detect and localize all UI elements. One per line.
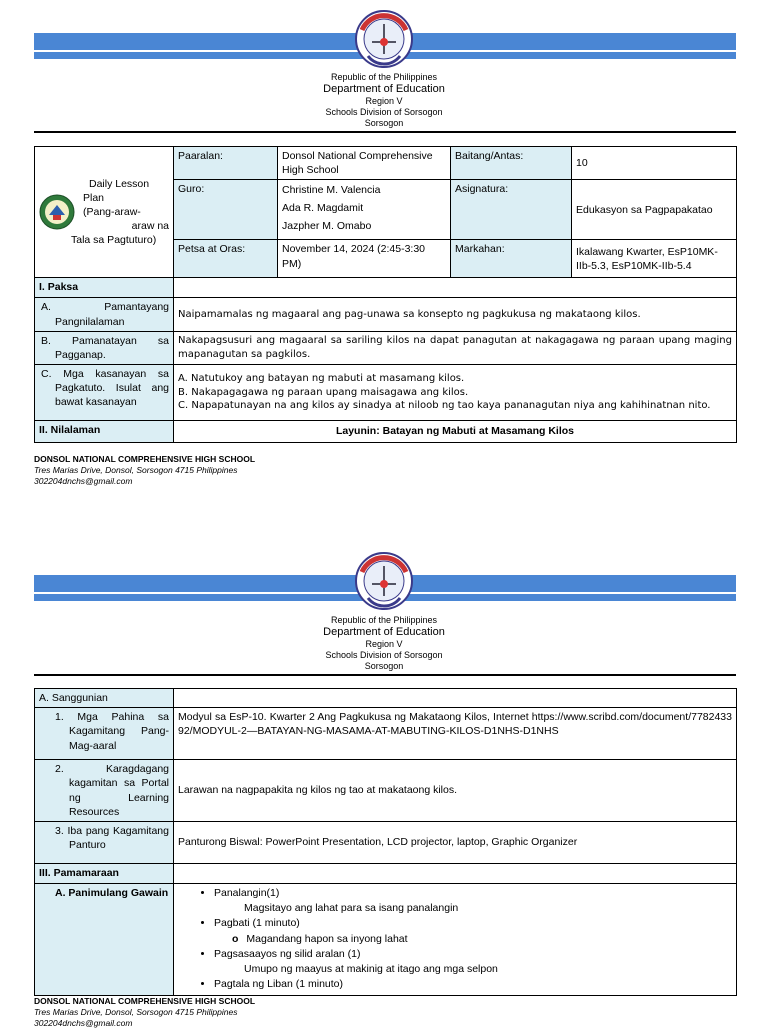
panimula-item-detail: Umupo ng maayus at makinig at itago ang mga selpon	[244, 962, 498, 975]
pahina-content: Modyul sa EsP-10. Kwarter 2 Ang Pagkukusa ng Makataong Kilos, Internet https://www.scribd.com/document/778243392/MODYUL-2—BATAYAN-NG-MASAMA-AT-MABUTING-KILOS-D1NHS-D1NHS	[174, 708, 737, 760]
panimula-subitem: o Magandang hapon sa inyong lahat	[232, 932, 408, 945]
teacher-name: Jazpher M. Omabo	[282, 220, 372, 233]
dlp-title-cell	[35, 147, 174, 278]
teacher-name: Christine M. Valencia	[282, 184, 381, 197]
quarter-value: Ikalawang Kwarter, EsP10MK-IIb-5.3, EsP10MK-IIb-5.4	[572, 240, 737, 278]
sanggunian-title: A. Sanggunian	[35, 689, 174, 708]
karagdagang-content: Larawan na nagpapakita ng kilos ng tao at makataong kilos.	[174, 760, 737, 822]
footer-school-name: DONSOL NATIONAL COMPREHENSIVE HIGH SCHOOL	[34, 996, 256, 1006]
kasanayan-label: C. Mga kasanayan sa Pagkatuto. Isulat ang bawat kasanayan	[35, 365, 174, 421]
teacher-list	[278, 180, 451, 240]
kasanayan-item: A. Natutukoy ang batayan ng mabuti at masamang kilos.	[178, 373, 465, 385]
dlp-title-line: (Pang-araw-	[83, 206, 141, 219]
quarter-label: Markahan:	[451, 240, 572, 278]
footer-address: Tres Marias Drive, Donsol, Sorsogon 4715 Philippines	[34, 465, 238, 476]
department-text: Department of Education	[323, 82, 445, 95]
region-text: Region V	[365, 638, 403, 649]
pagganap-content: Nakapagsusuri ang magaaral sa sariling kilos na dapat panagutan at nakagagawa ng paraan upang maging mapanagutan sa pagkilos.	[174, 331, 737, 364]
section-paksa-title: I. Paksa	[35, 278, 174, 298]
panimula-item: • Pagtala ng Liban (1 minuto)	[214, 977, 732, 992]
panimula-content	[174, 883, 737, 995]
division-text: Schools Division of Sorsogon	[325, 106, 443, 117]
panimula-item: • Panalangin(1)	[214, 886, 732, 901]
iba-pang-content: Panturong Biswal: PowerPoint Presentation, LCD projector, laptop, Graphic Organizer	[174, 821, 737, 863]
resources-table	[34, 688, 737, 996]
panimula-item-detail: Magsitayo ang lahat para sa isang panalangin	[244, 902, 459, 915]
footer-email: 302204dnchs@gmail.com	[34, 1018, 133, 1029]
subject-value: Edukasyon sa Pagpapakatao	[572, 180, 737, 240]
lesson-info-table	[34, 146, 737, 443]
section-paksa-empty	[174, 278, 737, 298]
dlp-title-line: Tala sa Pagtuturo)	[71, 234, 157, 247]
school-label: Paaralan:	[174, 147, 278, 180]
header-rule	[34, 131, 736, 133]
header-rule	[34, 674, 736, 676]
footer-address: Tres Marias Drive, Donsol, Sorsogon 4715 Philippines	[34, 1007, 238, 1018]
page-1	[0, 0, 768, 500]
page-2	[0, 542, 768, 1029]
kasanayan-item: C. Napapatunayan na ang kilos ay sinadya at niloob ng tao kaya pananagutan niya ang kahihinatnan nito.	[178, 400, 711, 412]
nilalaman-content: Layunin: Batayan ng Mabuti at Masamang Kilos	[174, 421, 737, 443]
republic-text: Republic of the Philippines	[330, 615, 438, 625]
pahina-label: 1. Mga Pahina sa Kagamitang Pang-Mag-aaral	[35, 708, 174, 760]
panimula-item: • Pagbati (1 minuto)	[214, 916, 732, 931]
date-label: Petsa at Oras:	[174, 240, 278, 278]
letterhead	[0, 615, 768, 671]
pamantayang-content: Naipamamalas ng magaaral ang pag-unawa sa konsepto ng pagkukusa ng makataong kilos.	[174, 298, 737, 331]
dlp-title-line: Daily Lesson	[89, 177, 150, 190]
dlp-title-line: araw na	[131, 220, 169, 233]
division-text: Schools Division of Sorsogon	[325, 649, 443, 660]
iba-pang-label: 3. Iba pang Kagamitang Panturo	[35, 821, 174, 863]
dlp-title-line: Plan	[83, 191, 105, 204]
panimula-label: A. Panimulang Gawain	[35, 883, 174, 995]
panimula-item: • Pagsasaayos ng silid aralan (1)	[214, 947, 732, 962]
kasanayan-item: B. Nakapagagawa ng paraan upang maisagawa ang kilos.	[178, 386, 469, 398]
pamamaraan-empty	[174, 863, 737, 883]
region-text: Region V	[365, 95, 403, 106]
footer-page-1	[34, 454, 255, 487]
footer-email: 302204dnchs@gmail.com	[34, 476, 133, 487]
pagganap-label: B. Pamanatayan sa Pagganap.	[35, 331, 174, 364]
sanggunian-empty	[174, 689, 737, 708]
subject-label: Asignatura:	[451, 180, 572, 240]
province-text: Sorsogon	[364, 117, 404, 128]
grade-label: Baitang/Antas:	[451, 147, 572, 180]
republic-text: Republic of the Philippines	[330, 72, 438, 82]
grade-value: 10	[572, 147, 737, 180]
kasanayan-content	[174, 365, 737, 421]
date-value: November 14, 2024 (2:45-3:30 PM)	[278, 240, 451, 278]
footer-school-name: DONSOL NATIONAL COMPREHENSIVE HIGH SCHOOL	[34, 454, 256, 464]
province-text: Sorsogon	[364, 660, 404, 671]
teacher-name: Ada R. Magdamit	[282, 202, 364, 215]
teacher-label: Guro:	[174, 180, 278, 240]
deped-seal-icon	[354, 8, 414, 70]
section-nilalaman-title: II. Nilalaman	[35, 421, 174, 443]
footer-page-2	[34, 996, 255, 1029]
school-logo-icon	[39, 193, 75, 231]
section-pamamaraan-title: III. Pamamaraan	[35, 863, 174, 883]
karagdagang-label: 2. Karagdagang kagamitan sa Portal ng Learning Resources	[35, 760, 174, 822]
school-value: Donsol National Comprehensive High School	[278, 147, 451, 180]
deped-seal-icon	[354, 550, 414, 612]
pamantayang-label: A. Pamantayang Pangnilalaman	[35, 298, 174, 331]
department-text: Department of Education	[323, 625, 445, 638]
letterhead	[0, 72, 768, 128]
